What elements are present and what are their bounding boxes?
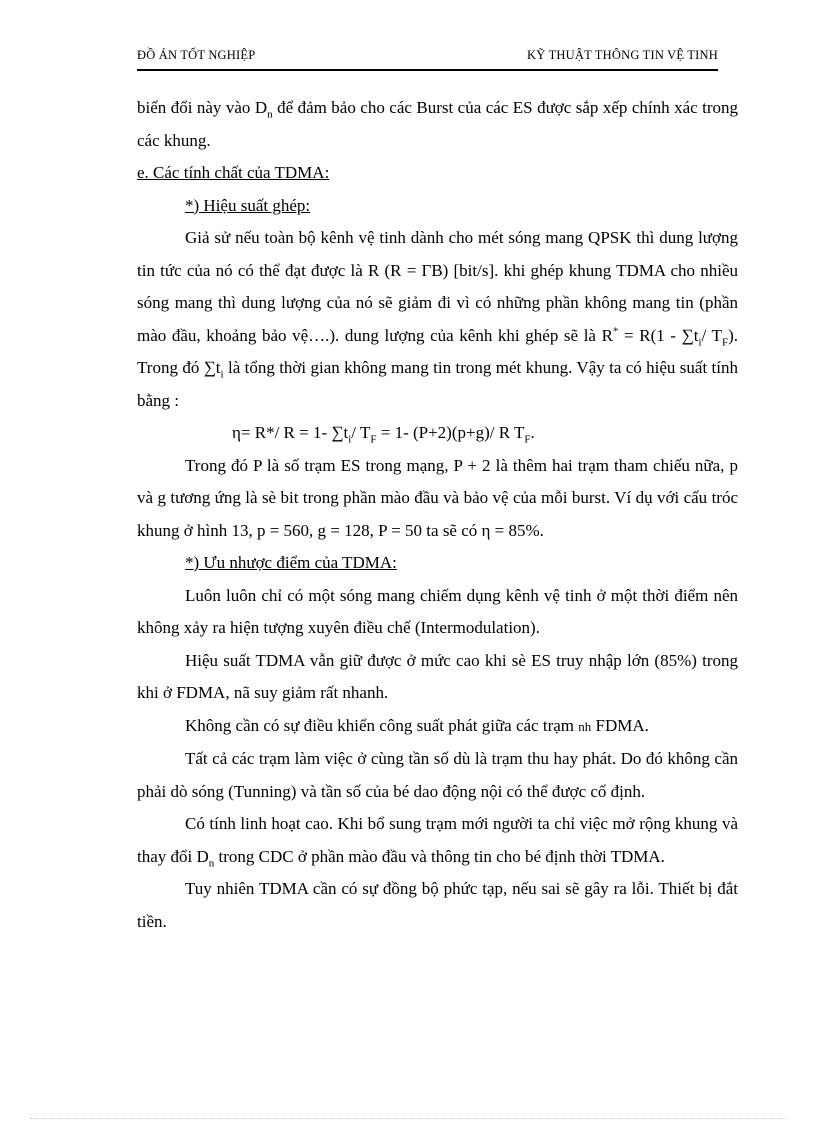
paragraph-continuation: biến đổi này vào $D_n$ để đảm bảo cho các Burst của các ES được sắp xếp chính xác trong các khung. bbox=[137, 98, 738, 150]
paragraph-high-efficiency: Hiệu suất TDMA vẫn giữ được ở mức cao khi sè ES truy nhập lớn (85%) trong khi ở FDMA, nã suy giảm rất nhanh. bbox=[137, 650, 738, 702]
subsection-heading-pros-cons: *) Ưu nhược điểm của TDMA: bbox=[185, 553, 397, 572]
header-left-title: ĐỒ ÁN TỐT NGHIỆP bbox=[137, 48, 256, 62]
paragraph-example: Trong đó P là số trạm ES trong mạng, P + 2 là thêm hai trạm tham chiếu nữa, p và g tương ứng là sè bit trong phần mào đầu và bảo vệ của mỗi burst. Ví dụ với cấu tróc khung ở hình 13, p = 560, g = 128, P = 50 ta sẽ có η = 85%. bbox=[137, 455, 738, 540]
paragraph-same-frequency: Tất cả các trạm làm việc ở cùng tần số dù là trạm thu hay phát. Do đó không cần phải dò sóng (Tunning) và tần số của bé dao động nội có thể được cố định. bbox=[137, 749, 738, 801]
header-rule bbox=[137, 69, 718, 71]
paragraph-efficiency: Giả sử nếu toàn bộ kênh vệ tinh dành cho mét sóng mang QPSK thì dung lượng tin tức của nó có thể đạt được là R (R = ΓB) [bit/s]. khi ghép khung TDMA cho nhiều sóng mang thì dung lượng của nó sẽ giảm đi vì có những phần không mang tin (phần mào đầu, khoảng bảo vệ….). dung lượng của kênh khi ghép sẽ là $R^* = R(1 - \sum t_i/$ $T_F$). Trong đó $\sum t_i$ là tổng thời gian không mang tin trong mét khung. Vậy ta có hiệu suất tính bằng : bbox=[137, 228, 739, 410]
efficiency-formula: η= R*/ R = 1- $\sum t_i/$ $T_F = 1-$ (P+2)(p+g)/ R $T_F$. bbox=[232, 423, 535, 446]
header-right-title: KỸ THUẬT THÔNG TIN VỆ TINH bbox=[527, 48, 718, 62]
paragraph-flexibility: Có tính linh hoạt cao. Khi bổ sung trạm mới người ta chỉ việc mở rộng khung và thay đổi $D_n$ trong CDC ở phần mào đầu và thông tin cho bé định thời TDMA. bbox=[137, 814, 738, 869]
paragraph-single-carrier: Luôn luôn chỉ có một sóng mang chiếm dụng kênh vệ tinh ở một thời điểm nên không xảy ra hiện tượng xuyên điều chế (Intermodulation). bbox=[137, 585, 738, 637]
footer-dotted-line bbox=[30, 1118, 786, 1119]
section-heading-text: e. Các tính chất của TDMA: bbox=[137, 163, 330, 182]
paragraph-disadvantage: Tuy nhiên TDMA cần có sự đồng bộ phức tạp, nếu sai sẽ gây ra lỗi. Thiết bị đắt tiền. bbox=[137, 879, 738, 931]
section-heading bbox=[137, 157, 738, 190]
paragraph-power-control: Không cần có sự điều khiển công suất phát giữa các trạm nh FDMA. bbox=[185, 715, 649, 735]
subsection-heading-efficiency: *) Hiệu suất ghép: bbox=[185, 195, 311, 215]
document-body bbox=[137, 92, 738, 938]
